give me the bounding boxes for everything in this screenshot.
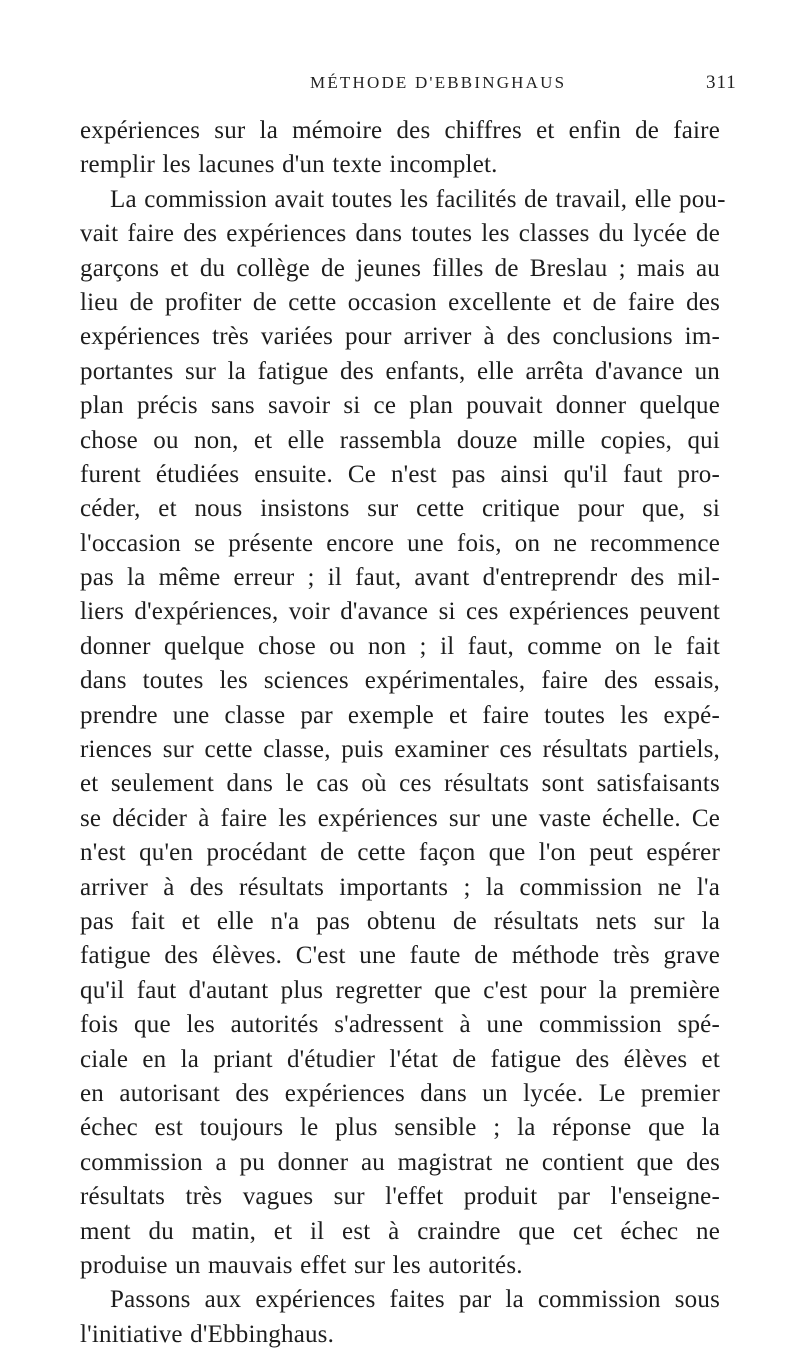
text-line: fois que les autorités s'adressent à une commission spé-: [80, 1011, 720, 1039]
text-line: se décider à faire les expériences sur une vaste échelle. Ce: [80, 804, 720, 832]
text-line: en autorisant des expériences dans un lycée. Le premier: [80, 1079, 720, 1107]
text-line: vait faire des expériences dans toutes les classes du lycée de: [80, 220, 720, 248]
text-line: pas la même erreur ; il faut, avant d'entreprendr des mil-: [80, 564, 720, 592]
text-line: La commission avait toutes les facilités de travail, elle pou-: [110, 185, 726, 213]
text-line: portantes sur la fatigue des enfants, elle arrêta d'avance un: [80, 357, 720, 385]
text-line: résultats très vagues sur l'effet produit par l'enseigne-: [80, 1183, 720, 1211]
text-line: chose ou non, et elle rassembla douze mille copies, qui: [80, 426, 720, 454]
running-title: MÉTHODE D'EBBINGHAUS: [310, 73, 567, 92]
text-line: expériences très variées pour arriver à des conclusions im-: [80, 323, 720, 351]
text-line: Passons aux expériences faites par la commission sous: [110, 1286, 720, 1314]
text-line: qu'il faut d'autant plus regretter que c'est pour la première: [80, 976, 720, 1004]
text-line: produise un mauvais effet sur les autorités.: [80, 1251, 523, 1279]
text-line: remplir les lacunes d'un texte incomplet.: [80, 151, 498, 179]
text-line: expériences sur la mémoire des chiffres et enfin de faire: [80, 117, 720, 144]
text-line: lieu de profiter de cette occasion excellente et de faire des: [80, 288, 720, 316]
text-line: riences sur cette classe, puis examiner ces résultats partiels,: [80, 736, 720, 764]
text-line: dans toutes les sciences expérimentales, faire des essais,: [80, 667, 720, 695]
running-head: [0, 73, 800, 103]
text-line: ciale en la priant d'étudier l'état de fatigue des élèves et: [80, 1045, 720, 1073]
text-line: arriver à des résultats importants ; la commission ne l'a: [80, 873, 720, 901]
text-line: et seulement dans le cas où ces résultats sont satisfaisants: [80, 770, 720, 798]
text-line: commission a pu donner au magistrat ne contient que des: [80, 1148, 720, 1176]
text-line: pas fait et elle n'a pas obtenu de résultats nets sur la: [80, 907, 720, 935]
text-line: donner quelque chose ou non ; il faut, comme on le fait: [80, 632, 720, 660]
text-line: fatigue des élèves. C'est une faute de méthode très grave: [80, 942, 720, 970]
text-line: céder, et nous insistons sur cette critique pour que, si: [80, 495, 720, 523]
text-line: l'initiative d'Ebbinghaus.: [80, 1320, 335, 1348]
text-line: furent étudiées ensuite. Ce n'est pas ainsi qu'il faut pro-: [80, 460, 720, 488]
body-text: [80, 114, 726, 1352]
text-line: liers d'expériences, voir d'avance si ces expériences peuvent: [80, 598, 720, 626]
page-number: 311: [706, 72, 737, 93]
text-line: ment du matin, et il est à craindre que cet échec ne: [80, 1217, 720, 1245]
text-line: échec est toujours le plus sensible ; la réponse que la: [80, 1114, 720, 1142]
text-line: n'est qu'en procédant de cette façon que l'on peut espérer: [80, 839, 720, 867]
text-line: l'occasion se présente encore une fois, on ne recommence: [80, 529, 720, 557]
text-line: plan précis sans savoir si ce plan pouvait donner quelque: [80, 392, 720, 420]
text-line: prendre une classe par exemple et faire toutes les expé-: [80, 701, 720, 729]
text-line: garçons et du collège de jeunes filles de Breslau ; mais au: [80, 254, 720, 282]
